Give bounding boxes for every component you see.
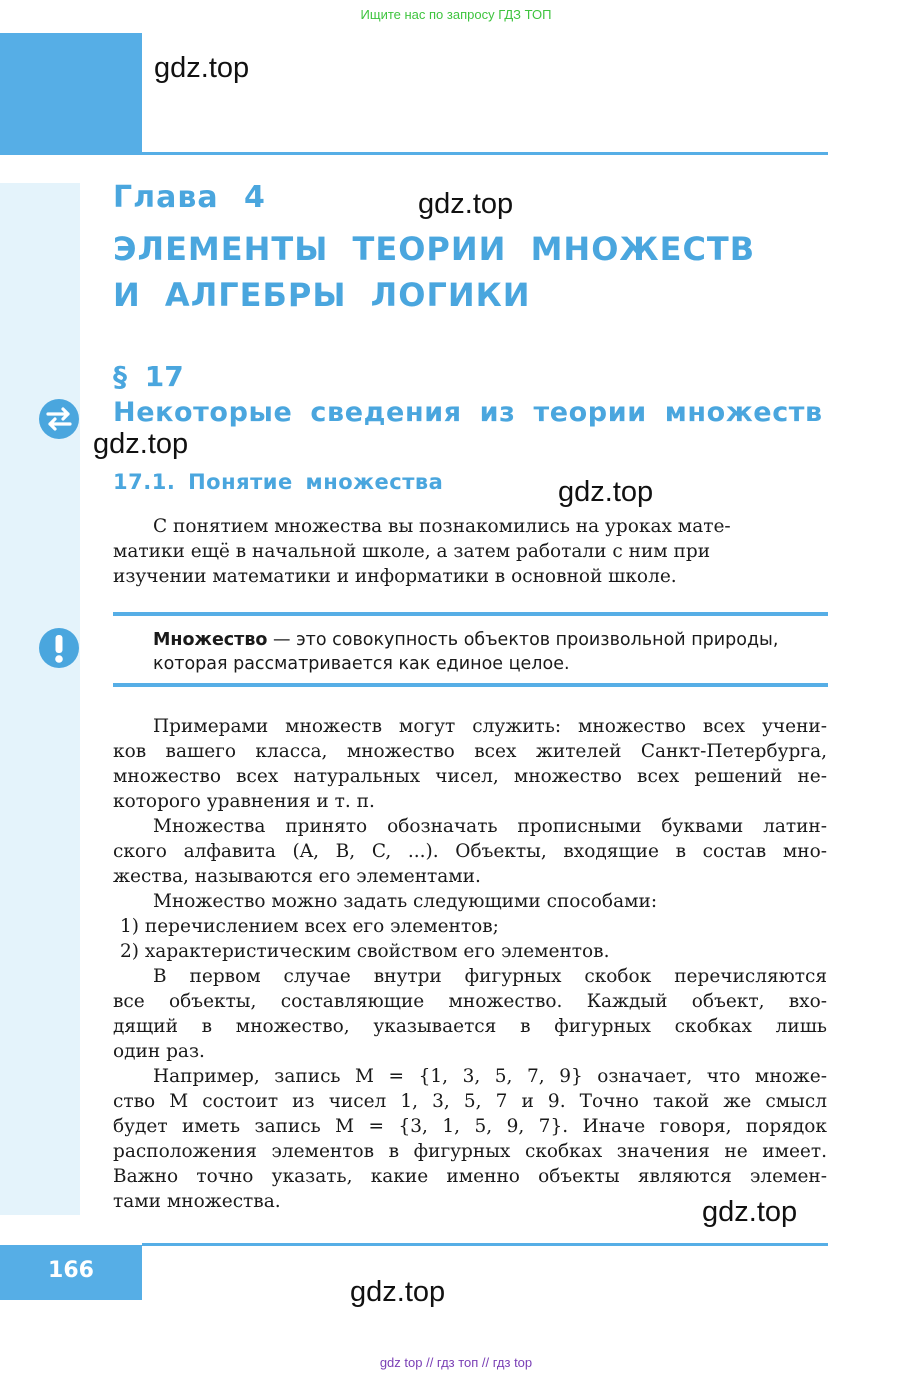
- list-item: 1) перечислением всех его элементов;: [120, 916, 499, 937]
- top-color-block: [0, 33, 142, 155]
- text-line: все объекты, составляющие множество. Каждый объект, вхо-: [113, 991, 827, 1012]
- text-line: тами множества.: [113, 1191, 281, 1212]
- text-line: Примерами множеств могут служить: множество всех учени-: [153, 716, 827, 737]
- examples-paragraph: [113, 714, 827, 814]
- watermark: gdz.top: [93, 428, 189, 460]
- text-line: ков вашего класса, множество всех жителей Санкт-Петербурга,: [113, 741, 827, 762]
- text-line: матики ещё в начальной школе, а затем работали с ним при: [113, 541, 711, 562]
- text-line: С понятием множества вы познакомились на уроках мате-: [153, 516, 731, 537]
- ways-paragraph: Множество можно задать следующими способами:: [153, 891, 658, 912]
- definition-text: [153, 628, 828, 676]
- intro-paragraph: [113, 514, 827, 589]
- text-line: расположения элементов в фигурных скобках значения не имеет.: [113, 1141, 827, 1162]
- chapter-title: [113, 226, 755, 318]
- text-line: Например, запись M = {1, 3, 5, 7, 9} означает, что множе-: [153, 1066, 827, 1087]
- text-line: Множества принято обозначать прописными буквами латин-: [153, 816, 827, 837]
- text-line: Важно точно указать, какие именно объекты являются элемен-: [113, 1166, 827, 1187]
- watermark: gdz.top: [418, 188, 514, 220]
- text-line: один раз.: [113, 1041, 205, 1062]
- notation-paragraph: [113, 814, 827, 889]
- chapter-title-line: И АЛГЕБРЫ ЛОГИКИ: [113, 276, 531, 314]
- definition-top-rule: [113, 612, 828, 616]
- first-case-paragraph: [113, 964, 827, 1064]
- page-number: 166: [48, 1258, 94, 1283]
- text-line: ство M состоит из чисел 1, 3, 5, 7 и 9. Точно такой же смысл: [113, 1091, 827, 1112]
- bottom-rule: [142, 1243, 828, 1246]
- watermark: gdz.top: [154, 52, 250, 84]
- definition-bottom-rule: [113, 683, 828, 687]
- watermark: gdz.top: [350, 1276, 446, 1308]
- text-line: В первом случае внутри фигурных скобок перечисляются: [153, 966, 827, 987]
- exclamation-icon: [39, 628, 79, 668]
- list-item: 2) характеристическим свойством его элементов.: [120, 941, 610, 962]
- text-line: изучении математики и информатики в основной школе.: [113, 566, 677, 587]
- definition-term: Множество: [153, 630, 268, 650]
- text-line: множество всех натуральных чисел, множество всех решений не-: [113, 766, 827, 787]
- top-rule: [142, 152, 828, 155]
- text-line: жества, называются его элементами.: [113, 866, 481, 887]
- section-title: Некоторые сведения из теории множеств: [113, 397, 823, 428]
- chapter-label: Глава 4: [113, 180, 266, 215]
- example-paragraph: [113, 1064, 827, 1214]
- watermark: gdz.top: [558, 476, 654, 508]
- section-number: § 17: [113, 360, 184, 393]
- subsection-title: 17.1. Понятие множества: [113, 470, 444, 494]
- text-line: будет иметь запись M = {3, 1, 5, 9, 7}. Иначе говоря, порядок: [113, 1116, 827, 1137]
- definition-line: которая рассматривается как единое целое.: [153, 654, 570, 674]
- left-margin-band: [0, 183, 80, 1215]
- watermark: gdz.top: [702, 1196, 798, 1228]
- definition-line: [153, 628, 828, 652]
- exchange-arrows-icon: [39, 399, 79, 439]
- top-search-note: Ищите нас по запросу ГДЗ ТОП: [360, 7, 552, 22]
- definition-body: — это совокупность объектов произвольной природы,: [267, 630, 779, 650]
- footer-links: gdz top // гдз топ // гдз top: [379, 1355, 533, 1370]
- text-line: дящий в множество, указывается в фигурных скобках лишь: [113, 1016, 827, 1037]
- text-line: которого уравнения и т. п.: [113, 791, 375, 812]
- text-line: ского алфавита (A, B, C, ...). Объекты, входящие в состав мно-: [113, 841, 827, 862]
- chapter-title-line: ЭЛЕМЕНТЫ ТЕОРИИ МНОЖЕСТВ: [113, 230, 756, 268]
